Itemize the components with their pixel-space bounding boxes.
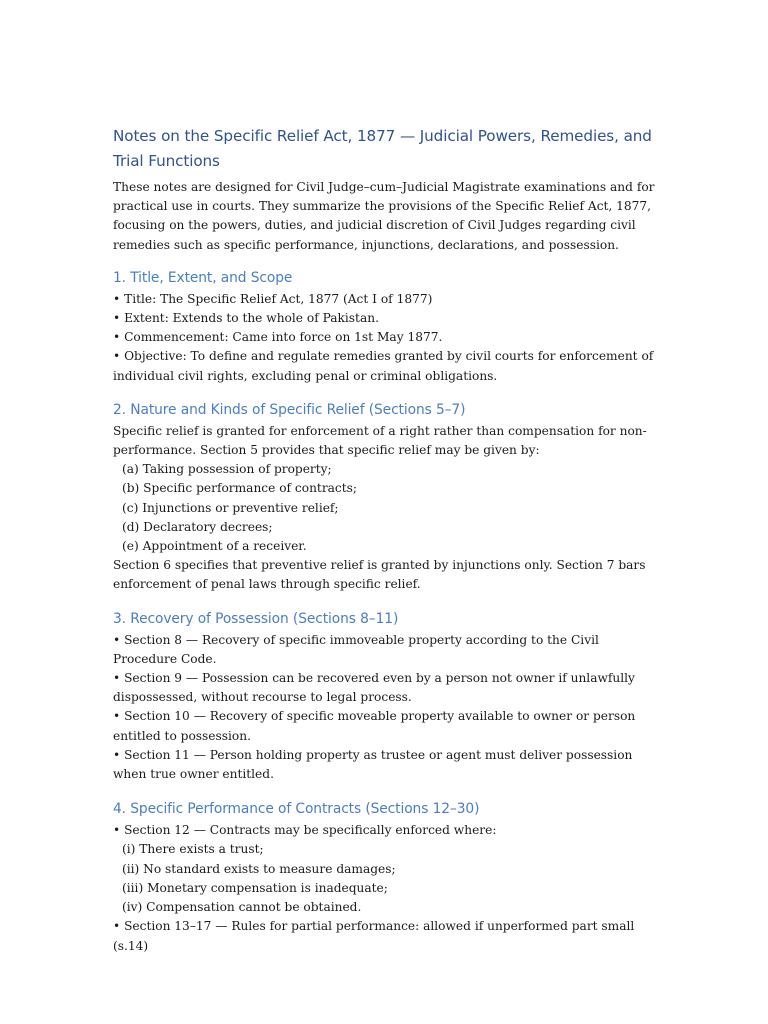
section-nature-kinds (113, 400, 658, 595)
list-item: (a) Taking possession of property; (122, 462, 332, 477)
document-page (113, 124, 658, 956)
list-item: (i) There exists a trust; (122, 842, 264, 857)
section-heading: 3. Recovery of Possession (Sections 8–11) (113, 610, 399, 627)
list-item: (iv) Compensation cannot be obtained. (122, 900, 362, 915)
bullet-item: • Title: The Specific Relief Act, 1877 (Act I of 1877) (113, 291, 433, 306)
bullet-item: • Section 10 — Recovery of specific moveable property available to owner or person entitled to possession. (113, 709, 636, 743)
list-item: (b) Specific performance of contracts; (122, 481, 358, 496)
bullet-item: • Section 8 — Recovery of specific immoveable property according to the Civil Procedure Code. (113, 632, 599, 666)
section-title-extent-scope (113, 268, 658, 386)
section-closing: Section 6 specifies that preventive relief is granted by injunctions only. Section 7 bars enforcement of penal laws through specific relief. (113, 558, 646, 592)
bullet-item: • Objective: To define and regulate remedies granted by civil courts for enforcement of individual civil rights, excluding penal or criminal obligations. (113, 349, 654, 383)
bullet-item: • Extent: Extends to the whole of Pakistan. (113, 311, 379, 326)
section-recovery-possession (113, 609, 658, 785)
bullet-item: • Section 12 — Contracts may be specifically enforced where: (113, 823, 497, 838)
list-item: (iii) Monetary compensation is inadequate; (122, 880, 388, 895)
bullet-item: • Section 9 — Possession can be recovered even by a person not owner if unlawfully dispossessed, without recourse to legal process. (113, 671, 635, 705)
intro-paragraph: These notes are designed for Civil Judge–cum–Judicial Magistrate examinations and for practical use in courts. They summarize the provisions of the Specific Relief Act, 1877, focusing on the powers, duties, and judicial discretion of Civil Judges regarding civil remedies such as specific performance, injunctions, declarations, and possession. (113, 180, 655, 252)
bullet-item: • Section 13–17 — Rules for partial performance: allowed if unperformed part small (s.14) (113, 919, 635, 953)
section-heading: 2. Nature and Kinds of Specific Relief (Sections 5–7) (113, 401, 466, 418)
bullet-item: • Section 11 — Person holding property as trustee or agent must deliver possession when true owner entitled. (113, 747, 633, 782)
section-heading: 4. Specific Performance of Contracts (Sections 12–30) (113, 801, 480, 818)
bullet-item: • Commencement: Came into force on 1st May 1877. (113, 330, 443, 345)
list-item: (c) Injunctions or preventive relief; (122, 500, 339, 515)
list-item: (e) Appointment of a receiver. (122, 539, 307, 554)
list-item: (d) Declaratory decrees; (122, 519, 273, 534)
list-item: (ii) No standard exists to measure damages; (122, 861, 396, 876)
document-title: Notes on the Specific Relief Act, 1877 — Judicial Powers, Remedies, and Trial Functions (113, 127, 652, 170)
section-heading: 1. Title, Extent, and Scope (113, 269, 293, 286)
section-paragraph: Specific relief is granted for enforcement of a right rather than compensation for non-performance. Section 5 provides that specific relief may be given by: (113, 423, 647, 458)
section-specific-performance (113, 799, 658, 955)
